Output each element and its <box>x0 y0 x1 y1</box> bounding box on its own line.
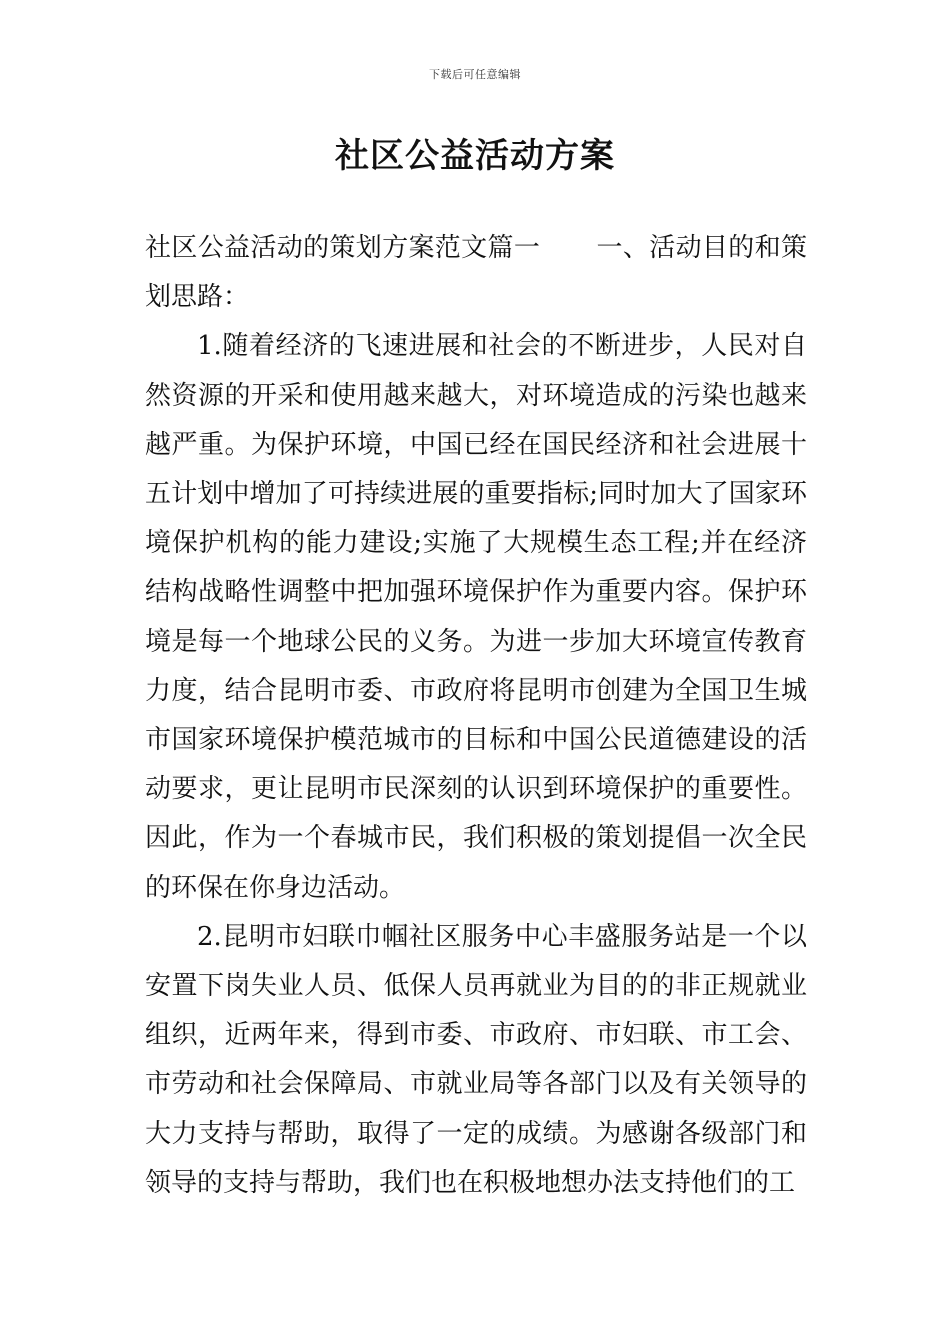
paragraph-2: 2.昆明市妇联巾帼社区服务中心丰盛服务站是一个以安置下岗失业人员、低保人员再就业为目的的非正规就业组织，近两年来，得到市委、市政府、市妇联、市工会、市劳动和社会保障局、市就业局等各部门以及有关领导的大力支持与帮助，取得了一定的成绩。为感谢各级部门和领导的支持与帮助，我们也在积极地想办法支持他们的工 <box>145 921 807 1198</box>
lead-intro: 社区公益活动的策划方案范文篇一 <box>145 233 541 263</box>
document-title: 社区公益活动方案 <box>335 136 615 176</box>
document-body <box>145 224 807 1208</box>
header-note: 下载后可任意编辑 <box>429 68 521 81</box>
paragraph-1: 1.随着经济的飞速进展和社会的不断进步，人民对自然资源的开采和使用越来越大，对环境造成的污染也越来越严重。为保护环境，中国已经在国民经济和社会进展十五计划中增加了可持续进展的重要指标;同时加大了国家环境保护机构的能力建设;实施了大规模生态工程;并在经济结构战略性调整中把加强环境保护作为重要内容。保护环境是每一个地球公民的义务。为进一步加大环境宣传教育力度，结合昆明市委、市政府将昆明市创建为全国卫生城市国家环境保护模范城市的目标和中国公民道德建设的活动要求，更让昆明市民深刻的认识到环境保护的重要性。因此，作为一个春城市民，我们积极的策划提倡一次全民的环保在你身边活动。 <box>145 331 807 903</box>
lead-paragraph <box>145 224 807 322</box>
lead-heading: 一、活动目的和策划思路： <box>145 233 807 313</box>
